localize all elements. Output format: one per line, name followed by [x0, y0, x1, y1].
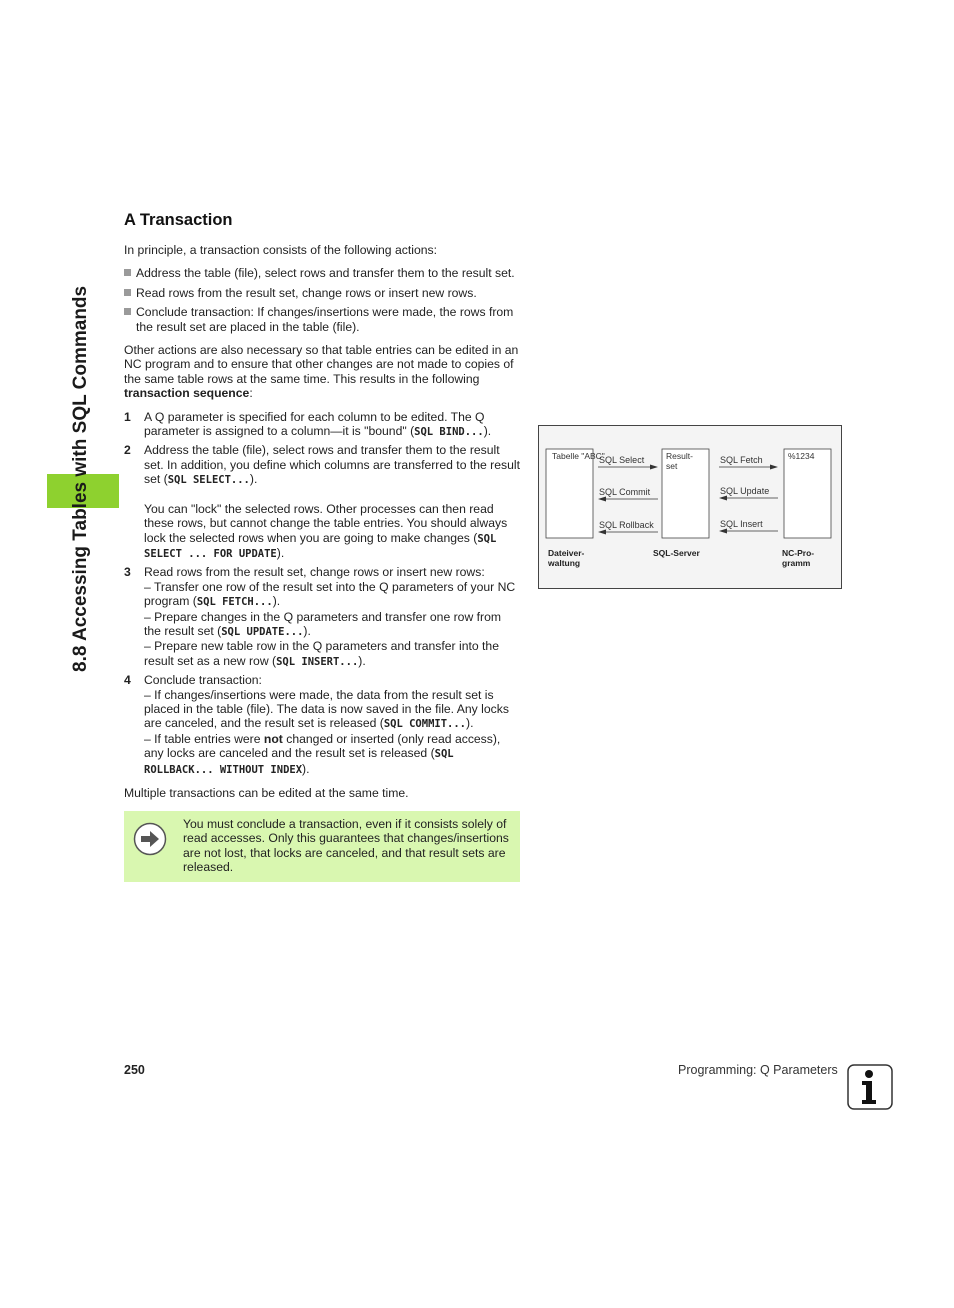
bullet-square-icon: [124, 269, 131, 276]
step-3: 3 Read rows from the result set, change rows or insert new rows: – Transfer one row of the result set into the Q parameters of your NC program (SQL FETCH...). – Prepare changes in the Q parameters and transfer one row from the result set (SQL UPDATE...). – Prepare new table row in the Q parameters and transfer into the result set as a new row (SQL INSERT...).: [124, 565, 520, 669]
code-sql-select: SQL SELECT...: [167, 474, 250, 487]
step-1: 1 A Q parameter is specified for each column to be edited. The Q parameter is assigned to a column—it is "bound" (SQL BIND...).: [124, 409, 492, 439]
transaction-sequence-term: transaction sequence: [124, 386, 250, 401]
bullet-list: [124, 266, 520, 334]
intro-paragraph: In principle, a transaction consists of the following actions:: [124, 243, 437, 257]
arrow-label-select: SQL Select: [599, 455, 645, 465]
bullet-square-icon: [124, 308, 131, 315]
note-box: [124, 811, 520, 882]
code-sql-select-for-update: SQL SELECT ... FOR UPDATE: [144, 532, 497, 560]
transaction-diagram: [538, 425, 842, 589]
step-list: [124, 410, 520, 777]
result-set-label-1: Result-: [666, 451, 693, 461]
list-item: Address the table (file), select rows and transfer them to the result set.: [124, 266, 520, 280]
bullet-square-icon: [124, 289, 131, 296]
list-item: Read rows from the result set, change rows or insert new rows.: [124, 286, 520, 300]
side-chapter-title: 8.8 Accessing Tables with SQL Commands: [70, 285, 91, 672]
label-file-management-1: Dateiver-: [548, 548, 585, 558]
label-nc-program-2: gramm: [782, 558, 811, 568]
step-4: 4 Conclude transaction: – If changes/insertions were made, the data from the result set is placed in the table (file). The data is now saved in the file. Any locks are canceled, and the result set is released (SQL COMMIT...). – If table entries were not changed or inserted (only read access), any locks are canceled and the result set is released (SQL ROLLBACK... WITHOUT INDEX).: [124, 673, 520, 777]
step-4-rollback: – If table entries were not changed or inserted (only read access), any locks are canceled and the result set is released (SQL ROLLBACK... WITHOUT INDEX).: [144, 731, 501, 776]
nc-program-box: [784, 449, 831, 538]
arrow-label-rollback: SQL Rollback: [599, 520, 654, 530]
page-number: 250: [124, 1063, 145, 1077]
nc-program-label: %1234: [788, 451, 815, 461]
label-sql-server: SQL-Server: [653, 548, 700, 558]
chapter-footer: Programming: Q Parameters: [678, 1063, 838, 1077]
section-title: A Transaction: [124, 211, 233, 229]
arrow-label-update: SQL Update: [720, 486, 770, 496]
main-content: [124, 210, 520, 809]
table-box: [546, 449, 593, 538]
table-label: Tabelle "ABC": [552, 451, 605, 461]
sequence-paragraph: Other actions are also necessary so that table entries can be edited in an NC program and to ensure that other changes are not made to copies of the same table rows at the same time. This results in the following transaction sequence:: [124, 343, 519, 401]
arrow-label-fetch: SQL Fetch: [720, 455, 763, 465]
step-3-insert: – Prepare new table row in the Q parameters and transfer into the result set as a new row (SQL INSERT...).: [144, 639, 499, 668]
arrow-label-insert: SQL Insert: [720, 519, 763, 529]
step-3-fetch: – Transfer one row of the result set into the Q parameters of your NC program (SQL FETCH...).: [144, 579, 516, 609]
right-arrow-icon: [133, 822, 167, 856]
info-icon: [847, 1064, 893, 1110]
step-3-update: – Prepare changes in the Q parameters and transfer one row from the result set (SQL UPDATE...).: [144, 609, 502, 638]
code-sql-bind: SQL BIND...: [414, 426, 484, 439]
result-set-label-2: set: [666, 461, 678, 471]
closing-paragraph: Multiple transactions can be edited at the same time.: [124, 786, 409, 800]
label-nc-program-1: NC-Pro-: [782, 548, 815, 558]
step-2: 2 Address the table (file), select rows and transfer them to the result set. In addition, you define which columns are transferred to the result set (SQL SELECT...). You can "lock" the selected rows. Other processes can then read these rows, but cannot change the table entries. You should always lock the selected rows when you are going to make changes (SQL SELECT ... FOR UPDATE).: [124, 443, 520, 560]
list-item: Conclude transaction: If changes/insertions were made, the rows from the result set are placed in the table (file).: [124, 305, 520, 334]
note-text: You must conclude a transaction, even if it consists solely of read accesses. Only this guarantees that changes/insertions are not lost, that locks are canceled, and that result sets are released.: [183, 817, 509, 875]
label-file-management-2: waltung: [548, 558, 581, 568]
step-4-commit: – If changes/insertions were made, the data from the result set is placed in the table (file). The data is now saved in the file. Any locks are canceled, and the result set is released (SQL COMMIT...).: [144, 687, 509, 731]
arrow-label-commit: SQL Commit: [599, 487, 651, 497]
